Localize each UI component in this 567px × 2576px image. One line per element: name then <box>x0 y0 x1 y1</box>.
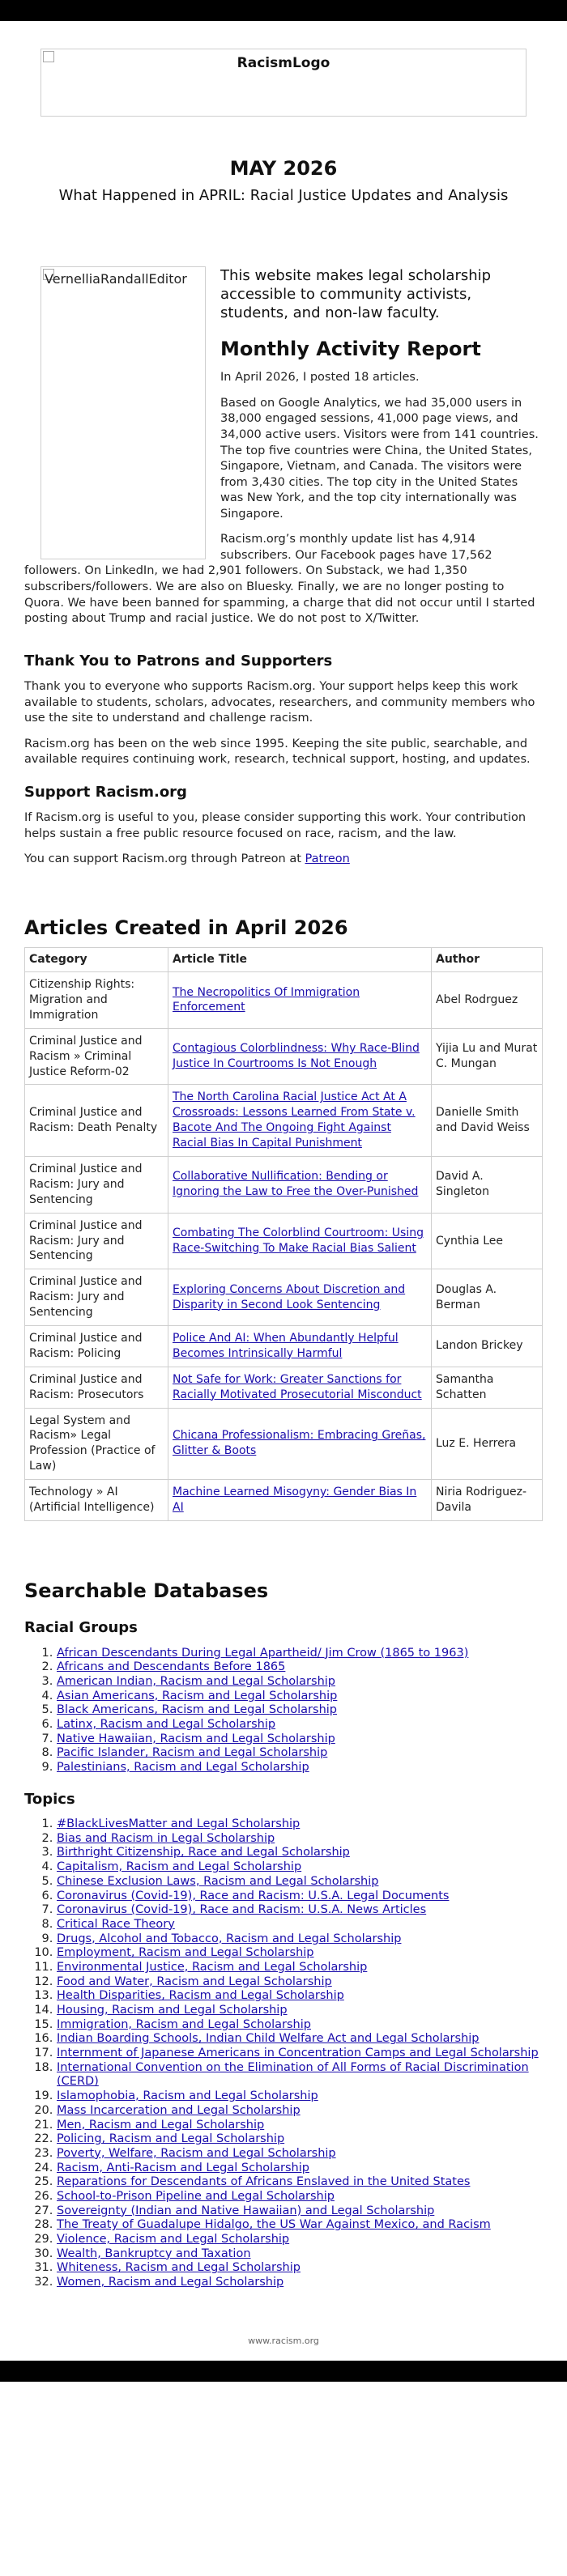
topic-link[interactable]: Food and Water, Racism and Legal Scholarship <box>57 1975 332 1988</box>
list-item <box>57 1875 543 1889</box>
bottom-bar <box>0 2361 567 2382</box>
list-item <box>57 1903 543 1918</box>
list-item <box>57 2061 543 2089</box>
article-title-cell <box>168 1367 432 1408</box>
top-bar <box>0 0 567 21</box>
article-category: Criminal Justice and Racism: Jury and Sentencing <box>25 1156 168 1213</box>
table-header-row <box>25 948 543 972</box>
list-item <box>57 1675 543 1690</box>
article-title-link[interactable]: The North Carolina Racial Justice Act At A Crossroads: Lessons Learned From State v. Bacote And The Ongoing Fight Against Racial Bias In Capital Punishment <box>173 1090 416 1150</box>
topic-link[interactable]: Islamophobia, Racism and Legal Scholarship <box>57 2089 318 2103</box>
topic-link[interactable]: Coronavirus (Covid-19), Race and Racism: U.S.A. News Articles <box>57 1903 427 1917</box>
topic-link[interactable]: Internment of Japanese Americans in Concentration Camps and Legal Scholarship <box>57 2047 539 2060</box>
topic-link[interactable]: Capitalism, Racism and Legal Scholarship <box>57 1860 302 1874</box>
racial-group-link[interactable]: Asian Americans, Racism and Legal Scholarship <box>57 1689 338 1702</box>
logo-alt-text: RacismLogo <box>237 55 330 71</box>
racial-groups-list <box>24 1647 543 1775</box>
support-paragraph-2 <box>24 852 543 868</box>
article-title-cell <box>168 972 432 1029</box>
article-title-link[interactable]: Combating The Colorblind Courtroom: Using Race-Switching To Make Racial Bias Salient <box>173 1226 424 1255</box>
list-item <box>57 2132 543 2147</box>
topic-link[interactable]: Health Disparities, Racism and Legal Scholarship <box>57 1989 344 2003</box>
topic-link[interactable]: Drugs, Alcohol and Tobacco, Racism and Legal Scholarship <box>57 1932 402 1945</box>
thanks-paragraph-1: Thank you to everyone who supports Racism.org. Your support helps keep this work available to students, scholars, advocates, researchers, and community members who use the site to understand and challenge racism. <box>24 679 535 725</box>
article-category: Criminal Justice and Racism » Criminal Justice Reform-02 <box>25 1028 168 1085</box>
topic-link[interactable]: Whiteness, Racism and Legal Scholarship <box>57 2261 301 2275</box>
topics-heading: Topics <box>24 1790 75 1808</box>
article-title-cell <box>168 1325 432 1367</box>
article-author: Samantha Schatten <box>432 1367 543 1408</box>
racial-group-link[interactable]: Pacific Islander, Racism and Legal Scholarship <box>57 1746 328 1760</box>
list-item <box>57 2047 543 2061</box>
list-item <box>57 2233 543 2247</box>
list-item <box>57 1660 543 1675</box>
topic-link[interactable]: International Convention on the Elimination of All Forms of Racial Discrimination (CERD) <box>57 2060 529 2089</box>
article-title-cell <box>168 1408 432 1480</box>
article-category: Criminal Justice and Racism: Jury and Sentencing <box>25 1213 168 1269</box>
article-title-link[interactable]: Not Safe for Work: Greater Sanctions for Racially Motivated Prosecutorial Misconduct <box>173 1372 422 1401</box>
topic-link[interactable]: Violence, Racism and Legal Scholarship <box>57 2233 290 2246</box>
article-title-cell <box>168 1085 432 1157</box>
article-author: Niria Rodriguez-Davila <box>432 1480 543 1521</box>
header-category: Category <box>25 948 168 972</box>
editor-alt-text: VernelliaRandallEditor <box>45 270 187 287</box>
topics-list <box>24 1817 543 2290</box>
list-item <box>57 2204 543 2219</box>
list-item <box>57 2147 543 2162</box>
table-row <box>25 1480 543 1521</box>
article-author: Landon Brickey <box>432 1325 543 1367</box>
list-item <box>57 1832 543 1847</box>
list-item <box>57 2218 543 2233</box>
article-author: Cynthia Lee <box>432 1213 543 1269</box>
topic-link[interactable]: Critical Race Theory <box>57 1917 175 1931</box>
table-row <box>25 1028 543 1085</box>
topic-link[interactable]: The Treaty of Guadalupe Hidalgo, the US War Against Mexico, and Racism <box>57 2218 491 2232</box>
list-item <box>57 1946 543 1961</box>
list-item <box>57 1846 543 1860</box>
article-category: Legal System and Racism» Legal Profession (Practice of Law) <box>25 1408 168 1480</box>
month-subtitle: What Happened in APRIL: Racial Justice Updates and Analysis <box>58 187 509 205</box>
article-category: Technology » AI (Artificial Intelligence) <box>25 1480 168 1521</box>
report-paragraph-3: Racism.org’s monthly update list has 4,914 subscribers. Our Facebook pages have 17,562 followers. On LinkedIn, we had 2,901 followers. On Substack, we had 1,350 subscribers/followers. We are also on Bluesky. Finally, we are no longer posting to Quora. We have been banned for spamming, a charge that did not occur until I started posting about Trump and racial justice. We do not post to X/Twitter. <box>24 533 535 626</box>
support-paragraph-1: If Racism.org is useful to you, please consider supporting this work. Your contribution helps sustain a free public resource focused on race, racism, and the law. <box>24 811 526 840</box>
list-item <box>57 2276 543 2290</box>
article-title-link[interactable]: Exploring Concerns About Discretion and Disparity in Second Look Sentencing <box>173 1282 406 1311</box>
support-heading: Support Racism.org <box>24 783 187 801</box>
topic-link[interactable]: School-to-Prison Pipeline and Legal Scholarship <box>57 2189 335 2203</box>
racial-group-link[interactable]: Native Hawaiian, Racism and Legal Scholarship <box>57 1732 335 1745</box>
list-item <box>57 1860 543 1875</box>
topic-link[interactable]: Poverty, Welfare, Racism and Legal Scholarship <box>57 2146 336 2160</box>
list-item <box>57 1817 543 1832</box>
topic-link[interactable]: Bias and Racism in Legal Scholarship <box>57 1831 275 1845</box>
list-item <box>57 1703 543 1718</box>
thanks-section <box>24 652 543 768</box>
racial-group-link[interactable]: African Descendants During Legal Apartheid/ Jim Crow (1865 to 1963) <box>57 1646 469 1660</box>
list-item <box>57 1647 543 1661</box>
article-category: Citizenship Rights: Migration and Immigration <box>25 972 168 1029</box>
racial-group-link[interactable]: Africans and Descendants Before 1865 <box>57 1660 286 1674</box>
report-paragraph-1: In April 2026, I posted 18 articles. <box>220 371 420 385</box>
databases-heading: Searchable Databases <box>24 1579 269 1602</box>
topic-link[interactable]: Employment, Racism and Legal Scholarship <box>57 1946 314 1960</box>
article-author: Danielle Smith and David Weiss <box>432 1085 543 1157</box>
article-author: Douglas A. Berman <box>432 1269 543 1326</box>
topic-link[interactable]: Women, Racism and Legal Scholarship <box>57 2276 284 2289</box>
article-title-link[interactable]: Contagious Colorblindness: Why Race-Blind Justice In Courtrooms Is Not Enough <box>173 1042 420 1071</box>
list-item <box>57 1932 543 1947</box>
page <box>0 49 567 2348</box>
month-title: MAY 2026 <box>229 157 338 180</box>
article-title-link[interactable]: Police And AI: When Abundantly Helpful Becomes Intrinsically Harmful <box>173 1331 399 1360</box>
list-item <box>57 2004 543 2018</box>
list-item <box>57 1975 543 1990</box>
list-item <box>57 1761 543 1775</box>
list-item <box>57 2104 543 2119</box>
racial-group-link[interactable]: Black Americans, Racism and Legal Scholarship <box>57 1703 337 1717</box>
topic-link[interactable]: Immigration, Racism and Legal Scholarship <box>57 2017 311 2031</box>
editor-image <box>40 266 206 559</box>
article-author: Abel Rodrguez <box>432 972 543 1029</box>
topic-link[interactable]: Sovereignty (Indian and Native Hawaiian) and Legal Scholarship <box>57 2204 435 2217</box>
topic-link[interactable]: #BlackLivesMatter and Legal Scholarship <box>57 1817 301 1831</box>
topic-link[interactable]: Coronavirus (Covid-19), Race and Racism: U.S.A. Legal Documents <box>57 1889 450 1902</box>
article-title-cell <box>168 1269 432 1326</box>
list-item <box>57 1718 543 1732</box>
list-item <box>57 2032 543 2047</box>
topic-link[interactable]: Chinese Exclusion Laws, Racism and Legal Scholarship <box>57 1874 379 1888</box>
table-row <box>25 1408 543 1480</box>
topic-link[interactable]: Racism, Anti-Racism and Legal Scholarship <box>57 2161 309 2174</box>
table-row <box>25 1085 543 1157</box>
racial-groups-heading: Racial Groups <box>24 1619 138 1637</box>
table-row <box>25 1269 543 1326</box>
article-title-link[interactable]: Chicana Professionalism: Embracing Greñas, Glitter & Boots <box>173 1429 426 1458</box>
racial-group-link[interactable]: Palestinians, Racism and Legal Scholarship <box>57 1761 309 1775</box>
article-title-cell <box>168 1213 432 1269</box>
article-author: David A. Singleton <box>432 1156 543 1213</box>
table-row <box>25 1213 543 1269</box>
list-item <box>57 1989 543 2004</box>
list-item <box>57 1746 543 1761</box>
thanks-heading: Thank You to Patrons and Supporters <box>24 652 333 670</box>
table-row <box>25 1156 543 1213</box>
topic-link[interactable]: Men, Racism and Legal Scholarship <box>57 2118 265 2132</box>
header-title: Article Title <box>168 948 432 972</box>
topic-link[interactable]: Indian Boarding Schools, Indian Child Welfare Act and Legal Scholarship <box>57 2032 480 2046</box>
support-section <box>24 783 543 868</box>
footer-text: www.racism.org <box>248 2335 319 2346</box>
table-row <box>25 1367 543 1408</box>
article-title-cell <box>168 1156 432 1213</box>
support-paragraph-2-text: You can support Racism.org through Patreon at <box>24 852 305 866</box>
article-author: Luz E. Herrera <box>432 1408 543 1480</box>
topic-link[interactable]: Wealth, Bankruptcy and Taxation <box>57 2247 251 2260</box>
logo-image <box>40 49 526 117</box>
topic-link[interactable]: Reparations for Descendants of Africans Enslaved in the United States <box>57 2175 471 2189</box>
list-item <box>57 2162 543 2176</box>
list-item <box>57 2261 543 2276</box>
list-item <box>57 2089 543 2104</box>
article-title-cell <box>168 1480 432 1521</box>
table-row <box>25 1325 543 1367</box>
articles-table-body <box>25 972 543 1521</box>
topic-link[interactable]: Policing, Racism and Legal Scholarship <box>57 2132 285 2146</box>
article-author: Yijia Lu and Murat C. Mungan <box>432 1028 543 1085</box>
topic-link[interactable]: Birthright Citizenship, Race and Legal Scholarship <box>57 1846 350 1860</box>
articles-heading: Articles Created in April 2026 <box>24 916 348 939</box>
article-category: Criminal Justice and Racism: Policing <box>25 1325 168 1367</box>
intro-section <box>24 266 543 637</box>
list-item <box>57 2190 543 2204</box>
list-item <box>57 2119 543 2133</box>
list-item <box>57 2175 543 2190</box>
list-item <box>57 2247 543 2262</box>
table-row <box>25 972 543 1029</box>
lead-text: This website makes legal scholarship accessible to community activists, students, and non-law faculty. <box>220 266 492 322</box>
article-category: Criminal Justice and Racism: Jury and Sentencing <box>25 1269 168 1326</box>
list-item <box>57 1732 543 1747</box>
article-title-cell <box>168 1028 432 1085</box>
article-title-link[interactable]: The Necropolitics Of Immigration Enforcement <box>173 985 360 1014</box>
article-category: Criminal Justice and Racism: Death Penalty <box>25 1085 168 1157</box>
racial-group-link[interactable]: American Indian, Racism and Legal Scholarship <box>57 1674 335 1688</box>
article-category: Criminal Justice and Racism: Prosecutors <box>25 1367 168 1408</box>
topic-link[interactable]: Mass Incarceration and Legal Scholarship <box>57 2103 301 2117</box>
report-paragraph-2: Based on Google Analytics, we had 35,000 users in 38,000 engaged sessions, 41,000 page views, and 34,000 active users. Visitors were from 141 countries. The top five countries were China, the United States, Singapore, Vietnam, and Canada. The visitors were from 3,430 cities. The top city in the United States was New York, and the top city internationally was Singapore. <box>220 396 539 521</box>
article-title-link[interactable]: Machine Learned Misogyny: Gender Bias In AI <box>173 1486 417 1514</box>
header-author: Author <box>432 948 543 972</box>
articles-table <box>24 947 543 1521</box>
racial-group-link[interactable]: Latinx, Racism and Legal Scholarship <box>57 1718 276 1732</box>
list-item <box>57 2018 543 2033</box>
article-title-link[interactable]: Collaborative Nullification: Bending or Ignoring the Law to Free the Over-Punished <box>173 1170 419 1199</box>
list-item <box>57 1690 543 1704</box>
patreon-link[interactable]: Patreon <box>305 852 350 866</box>
list-item <box>57 1961 543 1975</box>
topic-link[interactable]: Housing, Racism and Legal Scholarship <box>57 2004 288 2017</box>
topic-link[interactable]: Environmental Justice, Racism and Legal Scholarship <box>57 1960 368 1974</box>
list-item <box>57 1889 543 1904</box>
list-item <box>57 1918 543 1932</box>
report-heading: Monthly Activity Report <box>220 337 481 360</box>
thanks-paragraph-2: Racism.org has been on the web since 1995. Keeping the site public, searchable, and available requires continuing work, research, technical support, hosting, and updates. <box>24 737 531 767</box>
